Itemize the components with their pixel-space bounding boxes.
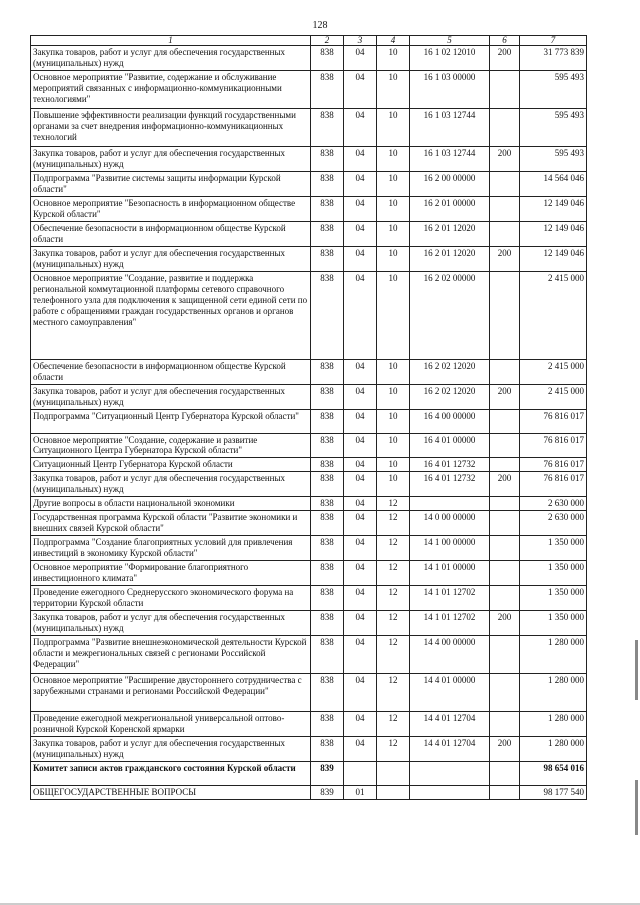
scan-edge-mark [635,780,638,835]
target-article-cell: 16 2 02 12020 [410,359,490,384]
amount-cell: 98 654 016 [520,761,587,785]
amount-cell: 76 816 017 [520,409,587,433]
target-article-cell: 14 4 00 00000 [410,636,490,674]
expense-type-cell: 200 [490,246,520,271]
ministry-code-cell: 838 [311,196,344,221]
ministry-code-cell: 838 [311,108,344,146]
amount-cell: 76 816 017 [520,458,587,472]
expense-type-cell [490,171,520,196]
expense-type-cell [490,196,520,221]
row-name-cell: Подпрограмма "Развитие системы защиты информации Курской области" [31,171,311,196]
ministry-code-cell: 838 [311,611,344,636]
subsection-code-cell: 10 [377,359,410,384]
subsection-code-cell: 12 [377,536,410,561]
row-name-cell: Повышение эффективности реализации функций государственными органами за счет внедрения информационно-коммуникационных технологий [31,108,311,146]
expense-type-cell [490,761,520,785]
amount-cell: 98 177 540 [520,785,587,799]
row-name-cell: Закупка товаров, работ и услуг для обеспечения государственных (муниципальных) нужд [31,736,311,761]
table-row [31,536,587,561]
column-number-row [31,36,587,46]
section-code-cell: 04 [344,433,377,458]
expense-type-cell [490,359,520,384]
target-article-cell: 14 1 01 12702 [410,586,490,611]
expense-type-cell: 200 [490,611,520,636]
amount-cell: 2 630 000 [520,511,587,536]
ministry-code-cell: 838 [311,246,344,271]
ministry-code-cell: 838 [311,712,344,737]
row-name-cell: Государственная программа Курской области "Развитие экономики и внешних связей Курской области" [31,511,311,536]
amount-cell: 31 773 839 [520,46,587,71]
target-article-cell: 16 4 01 12732 [410,458,490,472]
subsection-code-cell: 12 [377,736,410,761]
table-row [31,46,587,71]
ministry-code-cell: 838 [311,674,344,712]
table-row [31,271,587,359]
target-article-cell: 16 4 01 00000 [410,433,490,458]
expense-type-cell [490,536,520,561]
section-code-cell: 04 [344,674,377,712]
row-name-cell: Проведение ежегодной межрегиональной универсальной оптово-розничной Курской Коренской ярмарки [31,712,311,737]
target-article-cell: 16 4 01 12732 [410,472,490,497]
ministry-code-cell: 838 [311,70,344,108]
amount-cell: 595 493 [520,146,587,171]
ministry-code-cell: 838 [311,511,344,536]
amount-cell: 14 564 046 [520,171,587,196]
amount-cell: 1 350 000 [520,586,587,611]
ministry-code-cell: 838 [311,736,344,761]
section-code-cell: 04 [344,497,377,511]
target-article-cell: 16 2 02 00000 [410,271,490,359]
target-article-cell: 16 1 03 12744 [410,108,490,146]
section-code-cell: 04 [344,359,377,384]
section-code-cell: 04 [344,46,377,71]
section-code-cell: 04 [344,586,377,611]
expense-type-cell [490,561,520,586]
subsection-code-cell: 10 [377,221,410,246]
subsection-code-cell: 12 [377,636,410,674]
subsection-code-cell: 12 [377,511,410,536]
ministry-code-cell: 838 [311,536,344,561]
section-code-cell: 04 [344,271,377,359]
page-number: 128 [312,20,328,31]
subsection-code-cell: 10 [377,271,410,359]
expense-type-cell [490,712,520,737]
row-name-cell: ОБЩЕГОСУДАРСТВЕННЫЕ ВОПРОСЫ [31,785,311,799]
table-row [31,70,587,108]
expense-type-cell: 200 [490,736,520,761]
target-article-cell: 16 2 01 00000 [410,196,490,221]
ministry-code-cell: 838 [311,636,344,674]
target-article-cell: 16 2 01 12020 [410,221,490,246]
ministry-code-cell: 838 [311,221,344,246]
expense-type-cell [490,458,520,472]
target-article-cell: 14 1 01 12702 [410,611,490,636]
row-name-cell: Закупка товаров, работ и услуг для обеспечения государственных (муниципальных) нужд [31,146,311,171]
subsection-code-cell: 12 [377,674,410,712]
amount-cell: 12 149 046 [520,196,587,221]
subsection-code-cell: 10 [377,196,410,221]
table-row [31,196,587,221]
amount-cell: 2 415 000 [520,359,587,384]
subsection-code-cell: 12 [377,611,410,636]
ministry-code-cell: 839 [311,761,344,785]
expense-type-cell [490,221,520,246]
subsection-code-cell: 12 [377,561,410,586]
row-name-cell: Основное мероприятие "Развитие, содержание и обслуживание мероприятий связанных с информационно-коммуникационными технологиями" [31,70,311,108]
amount-cell: 1 280 000 [520,636,587,674]
ministry-code-cell: 838 [311,171,344,196]
expense-type-cell [490,636,520,674]
column-header: 6 [490,36,520,46]
row-name-cell: Закупка товаров, работ и услуг для обеспечения государственных (муниципальных) нужд [31,384,311,409]
subsection-code-cell: 10 [377,108,410,146]
column-header: 1 [31,36,311,46]
target-article-cell: 16 4 00 00000 [410,409,490,433]
table-row [31,433,587,458]
column-header: 4 [377,36,410,46]
subsection-code-cell: 10 [377,409,410,433]
table-row [31,611,587,636]
section-code-cell: 04 [344,611,377,636]
expense-type-cell [490,586,520,611]
ministry-code-cell: 838 [311,359,344,384]
expense-type-cell: 200 [490,46,520,71]
target-article-cell: 16 2 01 12020 [410,246,490,271]
target-article-cell: 14 4 01 00000 [410,674,490,712]
column-header: 5 [410,36,490,46]
section-code-cell: 04 [344,636,377,674]
table-row [31,221,587,246]
table-row [31,472,587,497]
row-name-cell: Закупка товаров, работ и услуг для обеспечения государственных (муниципальных) нужд [31,611,311,636]
amount-cell: 12 149 046 [520,246,587,271]
row-name-cell: Основное мероприятие "Создание, содержание и развитие Ситуационного Центра Губернатора Курской области" [31,433,311,458]
row-name-cell: Комитет записи актов гражданского состояния Курской области [31,761,311,785]
ministry-code-cell: 838 [311,458,344,472]
row-name-cell: Основное мероприятие "Расширение двустороннего сотрудничества с зарубежными странами и регионами Российской Федерации" [31,674,311,712]
row-name-cell: Основное мероприятие "Создание, развитие и поддержка региональной коммутационной платформы сетевого справочного телефонного узла для подключения к защищенной сети единой сети по работе с обращениями граждан государственных органов и органов местного самоуправления" [31,271,311,359]
section-code-cell: 01 [344,785,377,799]
target-article-cell [410,497,490,511]
subsection-code-cell: 10 [377,246,410,271]
amount-cell: 12 149 046 [520,221,587,246]
subsection-code-cell: 10 [377,146,410,171]
subsection-code-cell: 10 [377,171,410,196]
table-row [31,761,587,785]
section-code-cell: 04 [344,511,377,536]
section-code-cell: 04 [344,409,377,433]
table-row [31,712,587,737]
target-article-cell: 14 4 01 12704 [410,736,490,761]
ministry-code-cell: 838 [311,46,344,71]
table-row [31,636,587,674]
section-code-cell: 04 [344,472,377,497]
row-name-cell: Подпрограмма "Ситуационный Центр Губернатора Курской области" [31,409,311,433]
amount-cell: 2 415 000 [520,384,587,409]
subsection-code-cell [377,785,410,799]
table-row [31,246,587,271]
expense-type-cell [490,674,520,712]
section-code-cell: 04 [344,70,377,108]
target-article-cell: 16 1 03 00000 [410,70,490,108]
subsection-code-cell: 12 [377,586,410,611]
row-name-cell: Закупка товаров, работ и услуг для обеспечения государственных (муниципальных) нужд [31,472,311,497]
amount-cell: 2 415 000 [520,271,587,359]
ministry-code-cell: 838 [311,497,344,511]
subsection-code-cell: 10 [377,433,410,458]
amount-cell: 76 816 017 [520,433,587,458]
table-row [31,359,587,384]
budget-table [30,35,587,800]
amount-cell: 1 280 000 [520,712,587,737]
target-article-cell [410,785,490,799]
table-row [31,171,587,196]
table-row [31,674,587,712]
section-code-cell: 04 [344,196,377,221]
target-article-cell: 14 1 01 00000 [410,561,490,586]
amount-cell: 1 350 000 [520,561,587,586]
subsection-code-cell: 10 [377,472,410,497]
table-row [31,586,587,611]
table-row [31,384,587,409]
target-article-cell: 14 0 00 00000 [410,511,490,536]
expense-type-cell [490,108,520,146]
amount-cell: 1 350 000 [520,536,587,561]
row-name-cell: Подпрограмма "Создание благоприятных условий для привлечения инвестиций в экономику Курской области" [31,536,311,561]
target-article-cell: 16 2 00 00000 [410,171,490,196]
expense-type-cell [490,70,520,108]
expense-type-cell [490,433,520,458]
row-name-cell: Основное мероприятие "Формирование благоприятного инвестиционного климата" [31,561,311,586]
expense-type-cell [490,497,520,511]
table-row [31,146,587,171]
scan-edge-mark [635,640,638,700]
section-code-cell: 04 [344,221,377,246]
section-code-cell: 04 [344,384,377,409]
section-code-cell: 04 [344,108,377,146]
subsection-code-cell: 12 [377,497,410,511]
amount-cell: 1 280 000 [520,736,587,761]
table-row [31,736,587,761]
ministry-code-cell: 838 [311,146,344,171]
column-header: 7 [520,36,587,46]
expense-type-cell [490,409,520,433]
table-row [31,458,587,472]
ministry-code-cell: 838 [311,271,344,359]
table-row [31,511,587,536]
expense-type-cell: 200 [490,384,520,409]
section-code-cell: 04 [344,536,377,561]
section-code-cell: 04 [344,561,377,586]
target-article-cell: 16 1 03 12744 [410,146,490,171]
target-article-cell: 16 1 02 12010 [410,46,490,71]
section-code-cell [344,761,377,785]
table-row [31,409,587,433]
expense-type-cell: 200 [490,472,520,497]
row-name-cell: Другие вопросы в области национальной экономики [31,497,311,511]
amount-cell: 1 350 000 [520,611,587,636]
amount-cell: 76 816 017 [520,472,587,497]
ministry-code-cell: 838 [311,384,344,409]
subsection-code-cell: 10 [377,70,410,108]
subsection-code-cell: 10 [377,384,410,409]
subsection-code-cell [377,761,410,785]
ministry-code-cell: 838 [311,409,344,433]
subsection-code-cell: 10 [377,46,410,71]
section-code-cell: 04 [344,146,377,171]
section-code-cell: 04 [344,246,377,271]
amount-cell: 595 493 [520,70,587,108]
row-name-cell: Закупка товаров, работ и услуг для обеспечения государственных (муниципальных) нужд [31,46,311,71]
table-row [31,108,587,146]
expense-type-cell [490,271,520,359]
section-code-cell: 04 [344,171,377,196]
amount-cell: 595 493 [520,108,587,146]
ministry-code-cell: 838 [311,561,344,586]
ministry-code-cell: 838 [311,433,344,458]
section-code-cell: 04 [344,736,377,761]
row-name-cell: Обеспечение безопасности в информационном обществе Курской области [31,221,311,246]
row-name-cell: Основное мероприятие "Безопасность в информационном обществе Курской области" [31,196,311,221]
expense-type-cell [490,785,520,799]
amount-cell: 2 630 000 [520,497,587,511]
target-article-cell: 14 1 00 00000 [410,536,490,561]
expense-type-cell [490,511,520,536]
expense-type-cell: 200 [490,146,520,171]
ministry-code-cell: 838 [311,586,344,611]
subsection-code-cell: 12 [377,712,410,737]
subsection-code-cell: 10 [377,458,410,472]
table-row [31,497,587,511]
row-name-cell: Ситуационный Центр Губернатора Курской области [31,458,311,472]
section-code-cell: 04 [344,712,377,737]
table-row [31,561,587,586]
ministry-code-cell: 839 [311,785,344,799]
section-code-cell: 04 [344,458,377,472]
ministry-code-cell: 838 [311,472,344,497]
column-header: 2 [311,36,344,46]
table-row [31,785,587,799]
amount-cell: 1 280 000 [520,674,587,712]
row-name-cell: Обеспечение безопасности в информационном обществе Курской области [31,359,311,384]
row-name-cell: Проведение ежегодного Среднерусского экономического форума на территории Курской области [31,586,311,611]
target-article-cell: 16 2 02 12020 [410,384,490,409]
target-article-cell [410,761,490,785]
row-name-cell: Подпрограмма "Развитие внешнеэкономической деятельности Курской области и межрегиональных связей с регионами Российской Федерации" [31,636,311,674]
target-article-cell: 14 4 01 12704 [410,712,490,737]
column-header: 3 [344,36,377,46]
row-name-cell: Закупка товаров, работ и услуг для обеспечения государственных (муниципальных) нужд [31,246,311,271]
